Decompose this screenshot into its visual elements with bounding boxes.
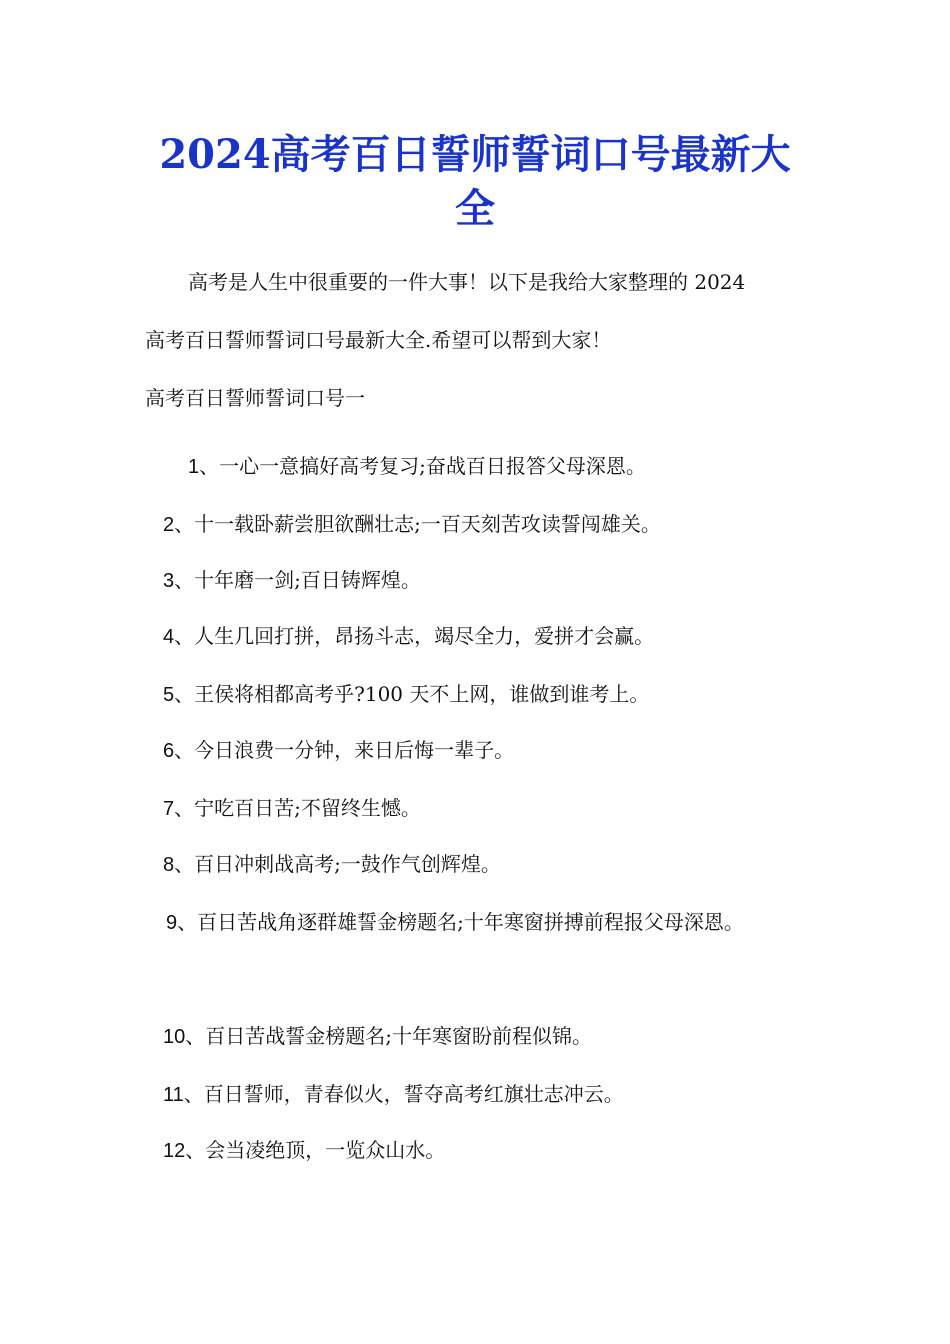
- list-item-text: 百日苦战角逐群雄誓金榜题名;十年寒窗拼搏前程报父母深恩。: [197, 910, 744, 934]
- list-item-text: 一心一意搞好高考复习;奋战百日报答父母深恩。: [219, 454, 646, 478]
- list-item: [188, 452, 646, 481]
- list-item-number: 11、: [163, 1084, 204, 1106]
- list-item: [163, 794, 421, 823]
- list-item: [163, 736, 514, 765]
- list-item-number: 12、: [163, 1140, 206, 1162]
- list-item-number: 9、: [166, 912, 198, 934]
- intro-paragraph-line-1: 高考是人生中很重要的一件大事！以下是我给大家整理的 2024: [188, 270, 746, 294]
- list-item-number: 6、: [163, 740, 195, 762]
- list-item-text: 今日浪费一分钟，来日后悔一辈子。: [194, 738, 515, 762]
- list-item-text: 百日冲刺战高考;一鼓作气创辉煌。: [194, 852, 501, 876]
- list-item: [163, 1136, 445, 1165]
- list-item-text: 百日誓师，青春似火，誓夺高考红旗壮志冲云。: [203, 1082, 624, 1106]
- list-item-text: 十一载卧薪尝胆欲酬壮志;一百天刻苦攻读誓闯雄关。: [194, 512, 661, 536]
- list-item-number: 3、: [163, 570, 195, 592]
- list-item-text: 人生几回打拼，昂扬斗志，竭尽全力，爱拼才会赢。: [194, 624, 655, 648]
- list-item: [163, 566, 421, 595]
- list-item-number: 10、: [163, 1026, 206, 1048]
- list-item-text: 宁吃百日苦;不留终生憾。: [194, 796, 421, 820]
- list-item: [163, 622, 654, 651]
- list-item: [163, 680, 649, 709]
- list-item-number: 7、: [163, 798, 195, 820]
- list-item-text: 十年磨一剑;百日铸辉煌。: [194, 568, 421, 592]
- list-item-text: 会当凌绝顶，一览众山水。: [205, 1138, 446, 1162]
- list-item-text: 王侯将相都高考乎?100 天不上网，谁做到谁考上。: [194, 682, 650, 706]
- document-title: 2024高考百日誓师誓词口号最新大全: [159, 131, 791, 232]
- list-item: [163, 1022, 592, 1051]
- intro-paragraph-line-2: 高考百日誓师誓词口号最新大全.希望可以帮到大家！: [145, 328, 612, 352]
- list-item: [163, 850, 501, 879]
- list-item-number: 8、: [163, 854, 195, 876]
- list-item-text: 百日苦战誓金榜题名;十年寒窗盼前程似锦。: [205, 1024, 592, 1048]
- section-heading: 高考百日誓师誓词口号一: [145, 386, 365, 410]
- list-item-number: 2、: [163, 514, 195, 536]
- list-item-number: 5、: [163, 684, 195, 706]
- list-item: [163, 1080, 624, 1109]
- list-item-number: 1、: [188, 456, 220, 478]
- list-item: [166, 908, 744, 937]
- list-item-number: 4、: [163, 626, 195, 648]
- list-item: [163, 510, 661, 539]
